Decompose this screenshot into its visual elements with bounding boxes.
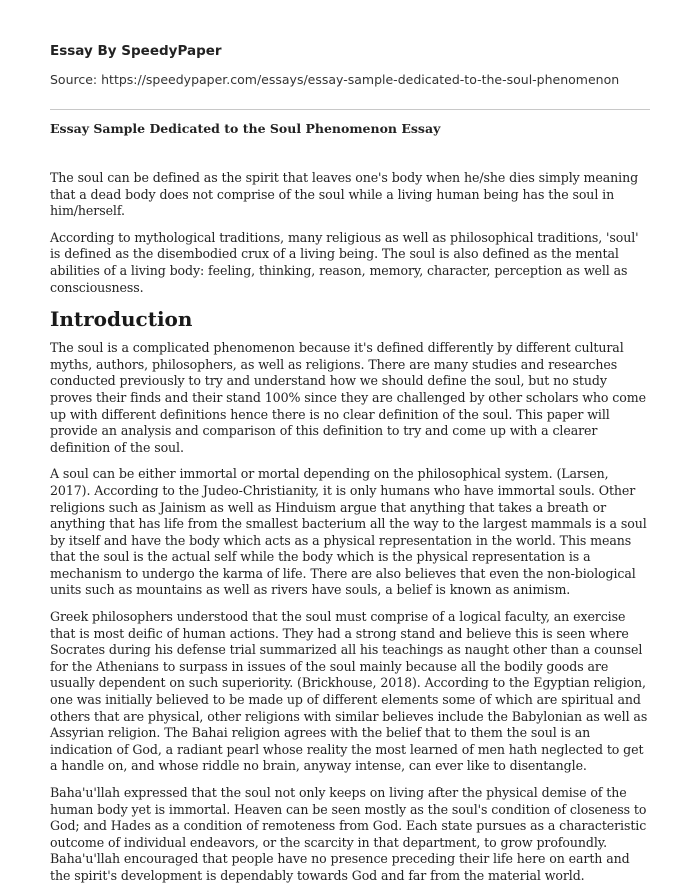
body-paragraph: A soul can be either immortal or mortal depending on the philosophical system. (Larsen, 2017). According to the Judeo-Christianity, it is only humans who have immortal souls. Other religions such as Jainism as well as Hinduism argue that anything that takes a breath or anything that has life from the smallest bacterium all the way to the largest mammals is a soul by itself and have the body which acts as a physical representation in the world. This means that the soul is the actual self while the body which is the physical representation is a mechanism to undergo the karma of life. There are also believes that even the non-biological units such as mountains as well as rivers have souls, a belief is known as animism.: [50, 466, 647, 598]
essay-title: Essay Sample Dedicated to the Soul Phenomenon Essay: [50, 121, 441, 136]
header-title: Essay By SpeedyPaper: [50, 43, 222, 59]
body-paragraph: The soul is a complicated phenomenon because it's defined differently by different cultural myths, authors, philosophers, as well as religions. There are many studies and researches conducted previously to try and understand how we should define the soul, but no study proves their finds and their stand 100% since they are challenged by other scholars who come up with different definitions hence there is no clear definition of the soul. This paper will provide an analysis and comparison of this definition to try and come up with a clearer definition of the soul.: [50, 340, 646, 455]
body-paragraph: Greek philosophers understood that the soul must comprise of a logical faculty, an exercise that is most deific of human actions. They had a strong stand and believe this is seen where Socrates during his defense trial summarized all his teachings as naught other than a counsel for the Athenians to surpass in issues of the soul mainly because all the bodily goods are usually dependent on such superiority. (Brickhouse, 2018). According to the Egyptian religion, one was initially believed to be made up of different elements some of which are spiritual and others that are physical, other religions with similar believes include the Babylonian as well as Assyrian religion. The Bahai religion agrees with the belief that to them the soul is an indication of God, a radiant pearl whose reality the most learned of men hath neglected to get a handle on, and whose riddle no brain, anyway intense, can ever like to disentangle.: [50, 609, 648, 774]
source-line: Source: https://speedypaper.com/essays/essay-sample-dedicated-to-the-soul-phenomenon: [50, 72, 620, 87]
intro-paragraph: The soul can be defined as the spirit that leaves one's body when he/she dies simply meaning that a dead body does not comprise of the soul while a living human being has the soul in him/herself.: [50, 170, 639, 219]
essay-body: [50, 170, 650, 895]
intro-paragraph: According to mythological traditions, many religious as well as philosophical traditions, 'soul' is defined as the disembodied crux of a living being. The soul is also defined as the mental abilities of a living body: feeling, thinking, reason, memory, character, perception as well as consciousness.: [50, 229, 639, 295]
header-divider: [50, 109, 650, 110]
body-paragraph: Baha'u'llah expressed that the soul not only keeps on living after the physical demise of the human body yet is immortal. Heaven can be seen mostly as the soul's condition of closeness to God; and Hades as a condition of remoteness from God. Each state pursues as a characteristic outcome of individual endeavors, or the scarcity in that department, to grow profoundly. Baha'u'llah encouraged that people have no presence preceding their life here on earth and the spirit's development is dependably towards God and far from the material world.: [50, 785, 647, 883]
section-heading-introduction: Introduction: [50, 307, 193, 332]
